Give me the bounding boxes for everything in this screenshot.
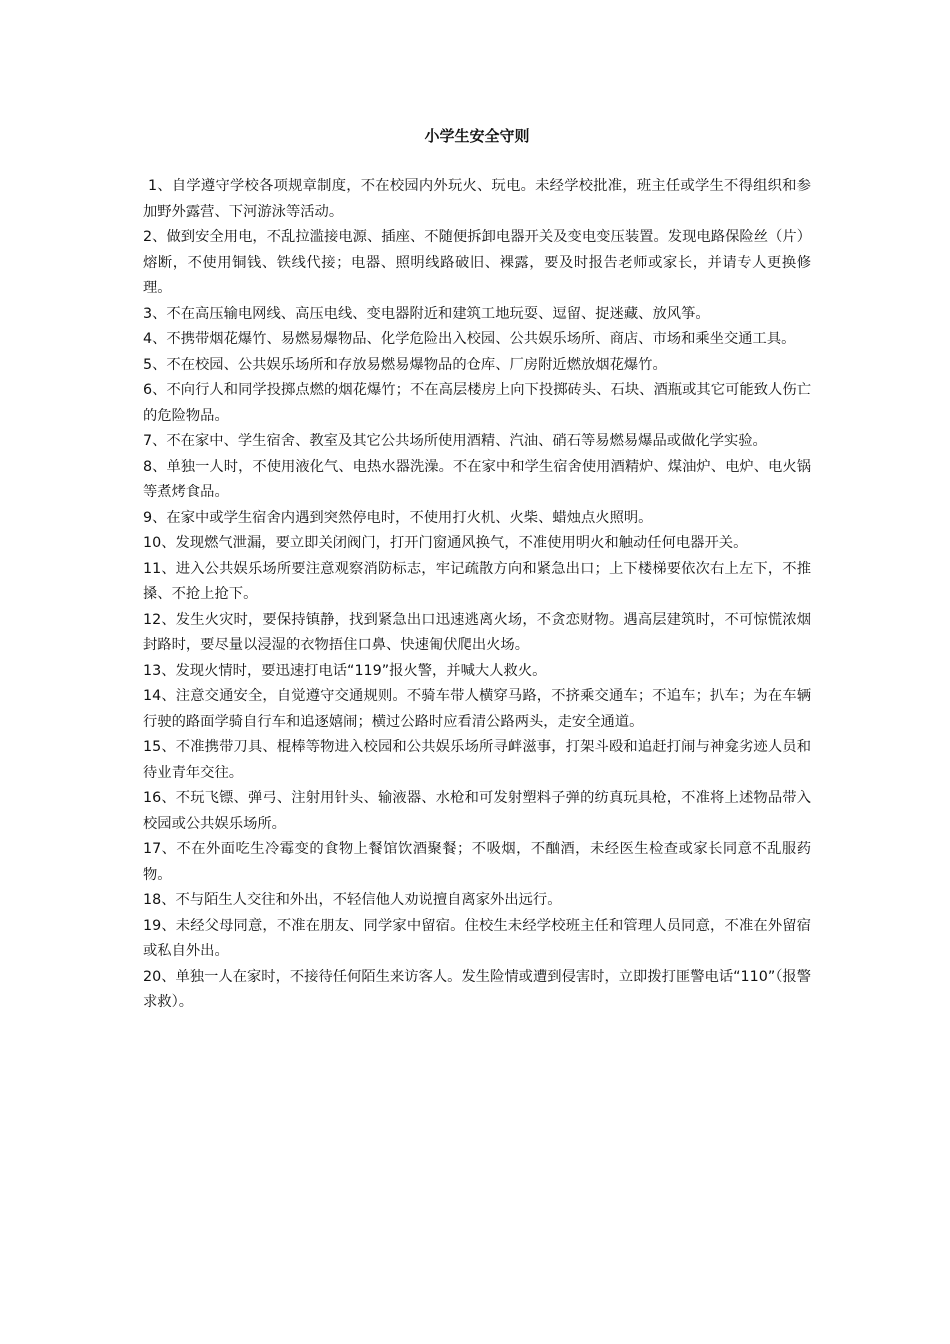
rule-item: 19、未经父母同意，不准在朋友、同学家中留宿。住校生未经学校班主任和管理人员同意，不准在外留宿或私自外出。 [143, 917, 811, 959]
rule-item: 15、不准携带刀具、棍棒等物进入校园和公共娱乐场所寻衅滋事，打架斗殴和追赶打闹与神龛劣迹人员和待业青年交往。 [143, 739, 811, 781]
rule-item: 4、不携带烟花爆竹、易燃易爆物品、化学危险出入校园、公共娱乐场所、商店、市场和乘坐交通工具。 [143, 331, 796, 347]
rule-item: 11、进入公共娱乐场所要注意观察消防标志，牢记疏散方向和紧急出口；上下楼梯要依次右上左下，不推搡、不抢上抢下。 [143, 560, 811, 602]
rule-item: 18、不与陌生人交往和外出，不轻信他人劝说擅自离家外出远行。 [143, 892, 562, 908]
rule-item: 10、发现燃气泄漏，要立即关闭阀门，打开门窗通风换气，不准使用明火和触动任何电器开关。 [143, 535, 748, 551]
document-page [143, 124, 811, 1016]
rule-item: 12、发生火灾时，要保持镇静，找到紧急出口迅速逃离火场，不贪恋财物。遇高层建筑时，不可惊慌浓烟封路时，要尽量以浸湿的衣物捂住口鼻、快速匍伏爬出火场。 [143, 611, 811, 653]
rule-item: 20、单独一人在家时，不接待任何陌生来访客人。发生险情或遭到侵害时，立即拨打匪警电话“110”（报警求救）。 [143, 968, 811, 1010]
rule-item: 1、自学遵守学校各项规章制度，不在校园内外玩火、玩电。未经学校批准，班主任或学生不得组织和参加野外露营、下河游泳等活动。 [143, 178, 811, 220]
rule-item: 5、不在校园、公共娱乐场所和存放易燃易爆物品的仓库、厂房附近燃放烟花爆竹。 [143, 356, 667, 373]
document-title: 小学生安全守则 [424, 127, 530, 145]
rule-item: 2、做到安全用电，不乱拉滥接电源、插座、不随便拆卸电器开关及变电变压装置。发现电路保险丝（片）熔断，不使用铜钱、铁线代接；电器、照明线路破旧、裸露，要及时报告老师或家长，并请专人更换修理。 [143, 229, 811, 296]
rule-item: 13、发现火情时，要迅速打电话“119”报火警，并喊大人救火。 [143, 662, 547, 679]
rule-item: 7、不在家中、学生宿舍、教室及其它公共场所使用酒精、汽油、硝石等易燃易爆品或做化学实验。 [143, 433, 767, 449]
rule-item: 6、不向行人和同学投掷点燃的烟花爆竹；不在高层楼房上向下投掷砖头、石块、酒瓶或其它可能致人伤亡的危险物品。 [143, 382, 811, 424]
rule-item: 16、不玩飞镖、弹弓、注射用针头、输液器、水枪和可发射塑料子弹的纺真玩具枪，不准将上述物品带入校园或公共娱乐场所。 [143, 790, 811, 832]
rules-list [143, 174, 811, 1016]
rule-item: 17、不在外面吃生冷霉变的食物上餐馆饮酒聚餐；不吸烟，不酗酒，未经医生检查或家长同意不乱服药物。 [143, 841, 811, 883]
rule-item: 3、不在高压输电网线、高压电线、变电器附近和建筑工地玩耍、逗留、捉迷藏、放风筝。 [143, 305, 710, 322]
rule-item: 8、单独一人时，不使用液化气、电热水器洗澡。不在家中和学生宿舍使用酒精炉、煤油炉、电炉、电火锅等煮烤食品。 [143, 458, 811, 500]
rule-item: 9、在家中或学生宿舍内遇到突然停电时，不使用打火机、火柴、蜡烛点火照明。 [143, 509, 653, 526]
rule-item: 14、注意交通安全，自觉遵守交通规则。不骑车带人横穿马路，不挤乘交通车；不追车；扒车；为在车辆行驶的路面学骑自行车和追逐嬉闹；横过公路时应看清公路两头，走安全通道。 [143, 688, 811, 730]
